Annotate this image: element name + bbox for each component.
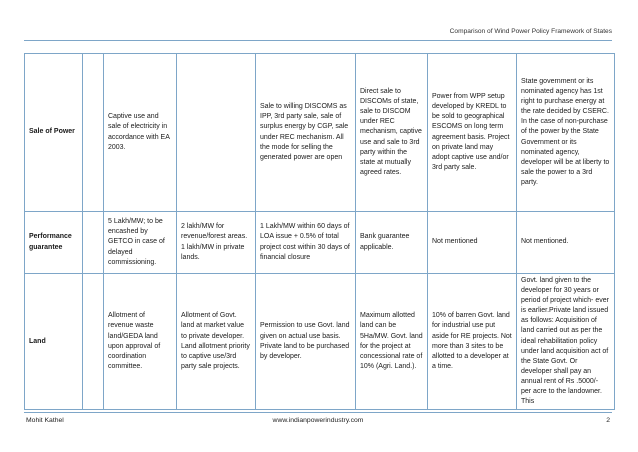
- row-label-performance-guarantee: Performance guarantee: [25, 212, 83, 274]
- table-cell: Not mentioned.: [517, 212, 615, 274]
- table-cell: Allotment of Govt. land at market value to private developer. Land allotment priority to captive use/3rd party sale projects.: [177, 274, 256, 410]
- footer-author: Mohit Kathel: [26, 417, 64, 424]
- row-label-sale-of-power: Sale of Power: [25, 54, 83, 212]
- page-number: 2: [606, 417, 610, 424]
- table-cell: Not mentioned: [428, 212, 517, 274]
- header-title: Comparison of Wind Power Policy Framework of States: [449, 28, 612, 35]
- table-cell: State government or its nominated agency has 1st right to purchase energy at the rate decided by CSERC. In the case of non-purchase of the power by the State Government or its nominated agency, developer will be at liberty to sale the power to a 3rd party.: [517, 54, 615, 212]
- table-cell: [83, 212, 104, 274]
- table-cell: 2 lakh/MW for revenue/forest areas. 1 lakh/MW in private lands.: [177, 212, 256, 274]
- table-cell: Power from WPP setup developed by KREDL to be sold to geographical ESCOMS on long term agreement basis. Project on private land may adopt captive use and/or 3rd party sale.: [428, 54, 517, 212]
- table-cell: [83, 54, 104, 212]
- table-cell: Captive use and sale of electricity in accordance with EA 2003.: [104, 54, 177, 212]
- header-divider: [24, 40, 612, 41]
- table-row-performance-guarantee: [25, 212, 615, 274]
- table-cell: Sale to willing DISCOMS as IPP, 3rd party sale, sale of surplus energy by CGP, sale under REC mechanism. All the mode for selling the generated power are open: [256, 54, 356, 212]
- table-row-land: [25, 274, 615, 410]
- footer-website: www.indianpowerindustry.com: [272, 417, 364, 424]
- table-cell: 5 Lakh/MW; to be encashed by GETCO in case of delayed commissioning.: [104, 212, 177, 274]
- document-header: [24, 28, 612, 35]
- table-cell: 1 Lakh/MW within 60 days of LOA issue + 0.5% of total project cost within 30 days of financial closure: [256, 212, 356, 274]
- table-cell: Direct sale to DISCOMs of state, sale to DISCOM under REC mechanism, captive use and sale to 3rd party within the state at mutually agreed rates.: [356, 54, 428, 212]
- table-cell: Allotment of revenue waste land/GEDA land upon approval of coordination committee.: [104, 274, 177, 410]
- footer-divider: [24, 412, 612, 413]
- table-cell: 10% of barren Govt. land for industrial use put aside for RE projects. Not more than 3 sites to be allotted to a developer at a time.: [428, 274, 517, 410]
- policy-comparison-table: [24, 53, 615, 410]
- table-cell: Bank guarantee applicable.: [356, 212, 428, 274]
- table-cell: Permission to use Govt. land given on actual use basis. Private land to be purchased by developer.: [256, 274, 356, 410]
- table-cell: [83, 274, 104, 410]
- table-cell: Govt. land given to the developer for 30 years or period of project which- ever is earlier.Private land issued as follows: Acquisition of land carried out as per the ideal rehabilitation policy under land acquisition act of the State Govt. Or developer shall pay an annual rent of Rs .5000/- per acre to the landowner. This: [517, 274, 615, 410]
- table-cell: [177, 54, 256, 212]
- row-label-land: Land: [25, 274, 83, 410]
- table-row-sale-of-power: [25, 54, 615, 212]
- table-cell: Maximum allotted land can be 5Ha/MW. Govt. land for the project at concessional rate of 10% (Agri. Land.).: [356, 274, 428, 410]
